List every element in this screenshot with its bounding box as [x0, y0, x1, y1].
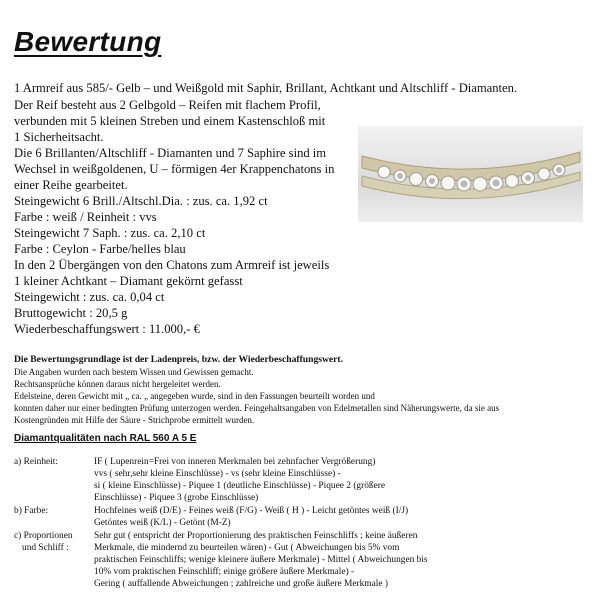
description-line: Der Reif besteht aus 2 Gelbgold – Reifen mit flachem Profil, [14, 98, 321, 112]
clarity-line: vvs ( sehr,sehr kleine Einschlüsse) - vs (sehr kleine Einschlüsse) - [94, 469, 341, 479]
description-line: 1 Sicherheitsacht. [14, 130, 104, 144]
color-label: b) Farbe: [14, 506, 49, 516]
cut-line: 10% vom praktischen Feinschliff; einige größere äußere Merkmale) - [94, 567, 355, 577]
description-line: Die 6 Brillanten/Altschliff - Diamanten und 7 Saphire sind im [14, 146, 327, 160]
note-line: Die Angaben wurden nach bestem Wissen und Gewissen gemacht. [14, 367, 254, 377]
replacement-value: Wiederbeschaffungswert : 11.000,- € [14, 322, 200, 336]
clarity-label: a) Reinheit: [14, 457, 58, 467]
description-line: verbunden mit 5 kleinen Streben und einem Kastenschloß mit [14, 114, 326, 128]
description-line: In den 2 Übergängen von den Chatons zum Armreif ist jeweils [14, 258, 330, 272]
cut-label: c) Proportionen [14, 531, 73, 541]
gross-weight: Bruttogewicht : 20,5 g [14, 306, 128, 320]
note-line: Kostengründen mit Hilfe der Säure - Strichprobe ermittelt wurden. [14, 415, 255, 425]
description-line: Wechsel in weißgoldenen, U – förmigen 4er Krappenchatons in [14, 162, 335, 176]
description-line: 1 Armreif aus 585/- Gelb – und Weißgold mit Saphir, Brillant, Achtkant und Altschliff - Diamanten. [14, 81, 518, 95]
note-line: Edelsteine, deren Gewicht mit „ ca. „ angegeben wurde, sind in den Fassungen beurteilt worden und [14, 391, 375, 401]
cut-line: Sehr gut ( entspricht der Proportionierung des praktischen Feinschliffs ; keine äußeren [94, 531, 418, 541]
clarity-line: si ( kleine Einschlüsse) - Piquee 1 (deutliche Einschlüsse) - Piquee 2 (größere [94, 481, 386, 491]
sapphire-color: Farbe : Ceylon - Farbe/helles blau [14, 242, 186, 256]
description-line: einer Reihe gearbeitet. [14, 178, 128, 192]
bracelet-photo [358, 126, 583, 222]
note-line: Rechtsansprüche können daraus nicht hergeleitet werden. [14, 379, 221, 389]
stone-weight-sapphires: Steingewicht 7 Saph. : zus. ca. 2,10 ct [14, 226, 206, 240]
clarity-line: IF ( Lupenrein=Frei von inneren Merkmalen bei zehnfacher Vergrößerung) [94, 457, 376, 467]
cut-label: und Schliff : [22, 543, 69, 553]
clarity-line: Einschlüsse) - Piquee 3 (grobe Einschlüsse) [94, 493, 259, 503]
quality-heading: Diamantqualitäten nach RAL 560 A 5 E [14, 433, 197, 444]
description-line: 1 kleiner Achtkant – Diamant gekörnt gefasst [14, 274, 243, 288]
cut-line: praktischen Feinschliffs; wenige kleinere äußere Merkmale) - Mittel ( Abweichungen bis [94, 555, 428, 565]
note-line: konnten daher nur einer bedingten Prüfung unterzogen werden. Feingehaltsangaben von Edelmetallen sind Näherungswerte, da sie aus [14, 403, 500, 413]
valuation-basis-heading: Die Bewertungsgrundlage ist der Ladenpreis, bzw. der Wiederbeschaffungswert. [14, 354, 344, 365]
color-line: Getöntes weiß (K/L) - Getönt (M-Z) [94, 518, 231, 528]
color-line: Hochfeines weiß (D/E) - Feines weiß (F/G) - Weiß ( H ) - Leicht getöntes weiß (I/J) [94, 506, 409, 516]
cut-line: Gering ( auffallende Abweichungen ; zahlreiche und große äußere Merkmale ) [94, 579, 388, 589]
page-title: Bewertung [14, 26, 162, 57]
cut-line: Merkmale, die mindernd zu beurteilen wären) - Gut ( Abweichungen bis 5% vom [94, 543, 400, 553]
stone-weight-diamonds: Steingewicht 6 Brill./Altschl.Dia. : zus. ca. 1,92 ct [14, 194, 268, 208]
diamond-color-clarity: Farbe : weiß / Reinheit : vvs [14, 210, 157, 224]
bracelet-image [358, 126, 583, 222]
stone-weight-eight-cut: Steingewicht : zus. ca. 0,04 ct [14, 290, 165, 304]
